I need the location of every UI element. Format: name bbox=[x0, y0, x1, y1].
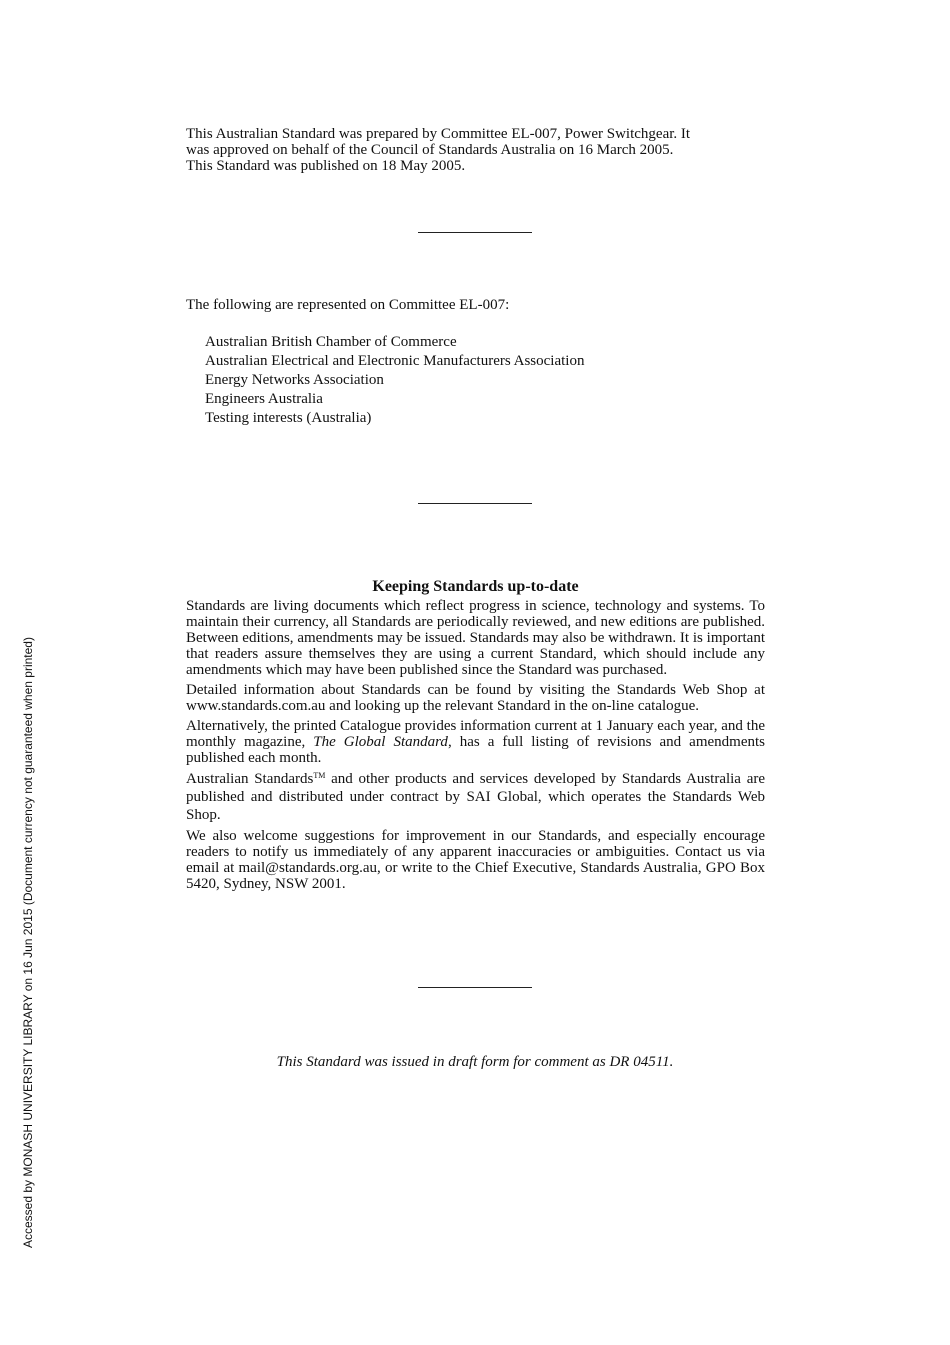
section-divider bbox=[418, 232, 532, 233]
section-divider bbox=[418, 503, 532, 504]
trademark-mark: TM bbox=[313, 771, 326, 780]
access-watermark: Accessed by MONASH UNIVERSITY LIBRARY on 16 Jun 2015 (Document currency not guaranteed when printed) bbox=[21, 637, 35, 1248]
keeping-standards-section bbox=[186, 578, 765, 896]
section-divider bbox=[418, 987, 532, 988]
draft-note: This Standard was issued in draft form for comment as DR 04511. bbox=[276, 1054, 674, 1070]
paragraph-text: Australian Standards bbox=[186, 771, 314, 787]
preparation-statement bbox=[186, 126, 765, 174]
paragraph: We also welcome suggestions for improvement in our Standards, and especially encourage readers to notify us immediately of any apparent inaccuracies or ambiguities. Contact us via email at mail@standards.org.au, or write to the Chief Executive, Standards Australia, GPO Box 5420, Sydney, NSW 2001. bbox=[186, 828, 765, 892]
list-item: Australian British Chamber of Commerce bbox=[205, 334, 457, 350]
committee-intro: The following are represented on Committee EL-007: bbox=[186, 297, 510, 313]
publication-title: The Global Standard bbox=[313, 734, 448, 750]
section-heading: Keeping Standards up-to-date bbox=[372, 578, 579, 595]
preparation-line-1: This Australian Standard was prepared by Committee EL-007, Power Switchgear. It bbox=[186, 126, 691, 142]
list-item: Testing interests (Australia) bbox=[205, 410, 372, 426]
list-item: Australian Electrical and Electronic Manufacturers Association bbox=[205, 353, 585, 369]
paragraph-text: Alternatively, the printed Catalogue provides information current at 1 January each year, and the monthly magazine, bbox=[186, 718, 765, 750]
paragraph-text: and other products and services developed by Standards Australia are published and distributed under contract by SAI Global, which operates the Standards Web Shop. bbox=[186, 771, 766, 823]
paragraph bbox=[186, 718, 765, 766]
preparation-line-2: was approved on behalf of the Council of Standards Australia on 16 March 2005. bbox=[186, 142, 674, 158]
list-item: Engineers Australia bbox=[205, 391, 323, 407]
paragraph bbox=[186, 770, 765, 824]
paragraph-text: , has a full listing of revisions and amendments published each month. bbox=[186, 734, 765, 766]
paragraph: Standards are living documents which reflect progress in science, technology and systems. To maintain their currency, all Standards are periodically reviewed, and new editions are published. Between editions, amendments may be issued. Standards may also be withdrawn. It is important that readers assure themselves they are using a current Standard, which should include any amendments which may have been published since the Standard was purchased. bbox=[186, 598, 765, 678]
paragraph: Detailed information about Standards can be found by visiting the Standards Web Shop at www.standards.com.au and looking up the relevant Standard in the on-line catalogue. bbox=[186, 682, 765, 714]
committee-organisation-list bbox=[205, 333, 584, 428]
preparation-line-3: This Standard was published on 18 May 2005. bbox=[186, 158, 466, 174]
list-item: Energy Networks Association bbox=[205, 372, 384, 388]
